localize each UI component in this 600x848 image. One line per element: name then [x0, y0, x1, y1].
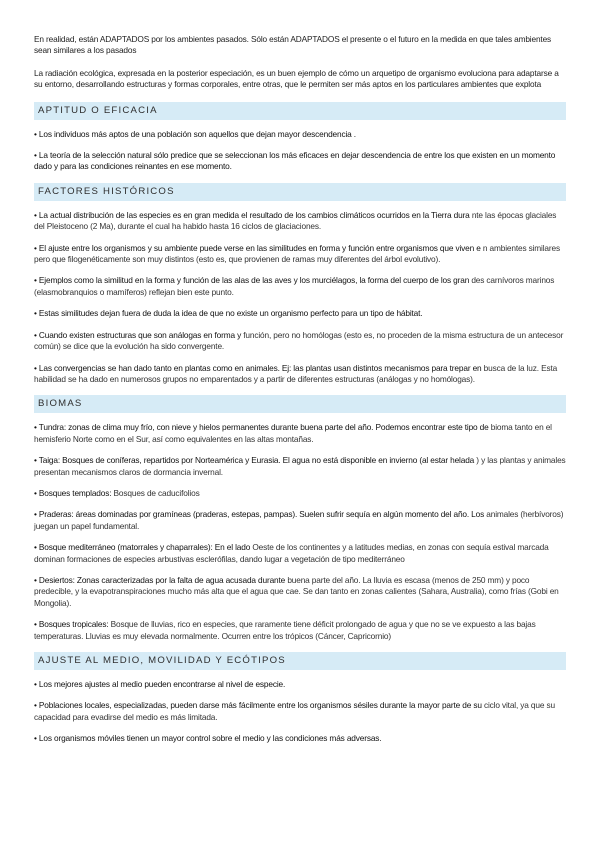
list-item: • Bosques tropicales: Bosque de lluvias, rico en especies, que raramente tiene déficit prolongado de agua y que no se ve expuesto a las bajas temperaturas. Lluvias es muy elevada normalmente. Ocurren entre los trópicos (Cáncer, Capricornio)	[34, 619, 536, 641]
section-heading: APTITUD O EFICACIA	[34, 102, 566, 120]
list-item: • Desiertos: Zonas caracterizadas por la falta de agua acusada durante buena parte del año. La lluvia es escasa (menos de 250 mm) y poco predecible, y la evapotranspiraciones mucho más alta que el agua que cae. Se dan tanto en zonas calientes (Sahara, Australia), como frías (Gobi en Mongolia).	[34, 574, 559, 608]
section-biomas	[34, 395, 566, 642]
section-factores	[34, 183, 566, 385]
list-item: • Estas similitudes dejan fuera de duda la idea de que no existe un organismo perfecto para un tipo de hábitat.	[34, 308, 423, 319]
list-item: • La teoría de la selección natural sólo predice que se seleccionan los más eficaces en dejar descendencia de entre los que existen en un momento dado y para las condiciones reinantes en ese momento.	[34, 150, 556, 172]
list-item: • Las convergencias se han dado tanto en plantas como en animales. Ej: las plantas usan distintos mecanismos para trepar en busca de la luz. Esta habilidad se ha dado en numerosos grupos no emparentados y a partir de diferentes estructuras (análogas y no homólogas).	[34, 362, 558, 384]
list-item: • La actual distribución de las especies es en gran medida el resultado de los cambios climáticos ocurridos en la Tierra dura nte las épocas glaciales del Pleistoceno (2 Ma), durante el cual ha habido hasta 16 ciclos de glaciaciones.	[34, 209, 557, 232]
intro-paragraph: En realidad, están ADAPTADOS por los ambientes pasados. Sólo están ADAPTADOS el presente o el futuro en la medida en que tales ambientes sean similares a los pasados	[34, 34, 552, 56]
intro-paragraph: La radiación ecológica, expresada en la posterior especiación, es un buen ejemplo de cómo un arquetipo de organismo evoluciona para adaptarse a su entorno, desarrollando estructuras y formas corporales, entre otras, que le permiten ser más aptos en los particulares ambientes que explota	[34, 67, 559, 90]
list-item: • El ajuste entre los organismos y su ambiente puede verse en las similitudes en forma y función entre organismos que viven e n ambientes similares pero que filogenéticamente son muy distintos (esto es, que provienen de ramas muy diferentes del árbol evolutivo).	[34, 242, 560, 265]
list-item: • Los mejores ajustes al medio pueden encontrarse al nivel de especie.	[34, 679, 286, 689]
list-item: • Praderas: áreas dominadas por gramíneas (praderas, estepas, pampas). Suelen sufrir sequía en algún momento del año. Los animales (herbívoros) juegan un papel fundamental.	[34, 509, 564, 531]
list-item: • Bosques templados: Bosques de caducifolios	[34, 487, 200, 498]
section-aptitud	[34, 102, 566, 173]
list-item: • Tundra: zonas de clima muy frío, con nieve y hielos permanentes durante buena parte del año. Podemos encontrar este tipo de bioma tanto en el hemisferio Norte como en el Sur, así como equivalentes en las altas montañas.	[34, 422, 552, 444]
intro-block	[34, 34, 566, 91]
list-item: • Poblaciones locales, especializadas, pueden darse más fácilmente entre los organismos sésiles durante la mayor parte de su ciclo vital, ya que su capacidad para evadirse del medio es más limitada.	[34, 700, 555, 722]
list-item: • Los organismos móviles tienen un mayor control sobre el medio y las condiciones más adversas.	[34, 733, 382, 744]
list-item: • Taiga: Bosques de coníferas, repartidos por Norteamérica y Eurasia. El agua no está disponible en invierno (al estar helada ) y las plantas y animales presentan mecanismos claros de dormancia invernal.	[34, 455, 566, 477]
list-item: • Bosque mediterráneo (matorrales y chaparrales): En el lado Oeste de los continentes y a latitudes medias, en zonas con sequía estival marcada dominan formaciones de especies arbustivas esclerófilas, dando lugar a vegetación de tipo mediterráneo	[34, 542, 549, 564]
section-ajuste	[34, 652, 566, 745]
list-item: • Cuando existen estructuras que son análogas en forma y función, pero no homólogas (esto es, no proceden de la misma estructura de un antecesor común) se dice que la evolución ha sido convergente.	[34, 329, 564, 352]
section-heading: FACTORES HISTÓRICOS	[34, 183, 566, 201]
list-item: • Ejemplos como la similitud en la forma y función de las alas de las aves y los murciélagos, la forma del cuerpo de los gran des carnívoros marinos (elasmobranquios o mamíferos) reflejan bien este punto.	[34, 275, 555, 297]
section-heading: BIOMAS	[34, 395, 566, 413]
list-item: • Los individuos más aptos de una población son aquellos que dejan mayor descendencia .	[34, 128, 356, 139]
section-heading: AJUSTE AL MEDIO, MOVILIDAD Y ECÓTIPOS	[34, 652, 566, 670]
